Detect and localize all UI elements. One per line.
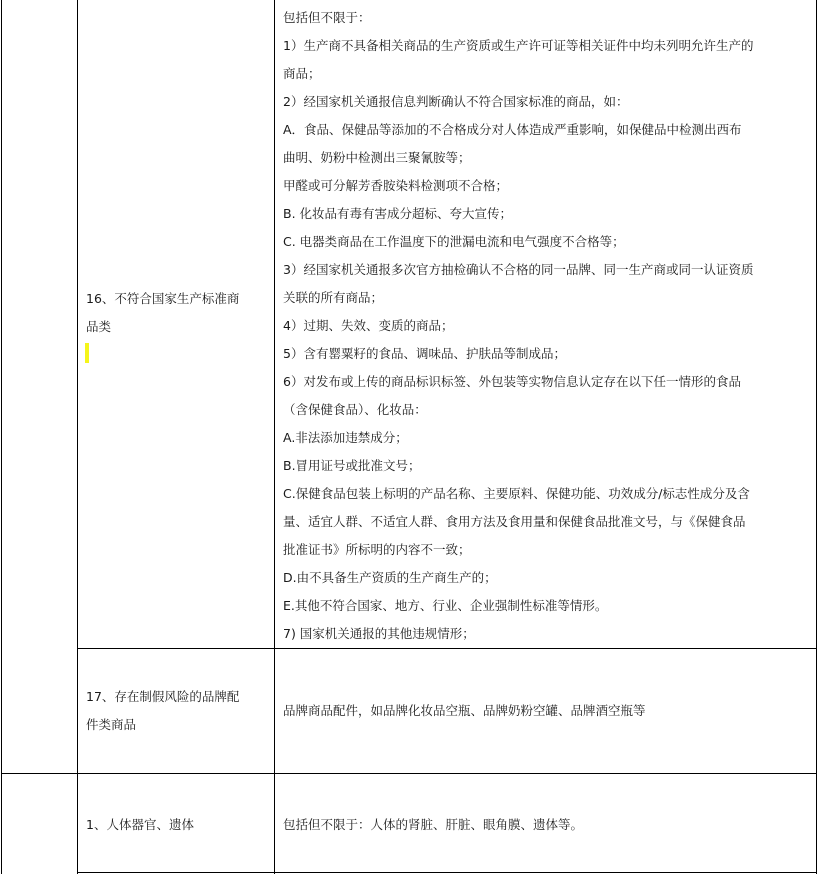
category-cell xyxy=(86,285,266,341)
detail-line: E.其他不符合国家、地方、行业、企业强制性标准等情形。 xyxy=(283,598,608,613)
detail-line: 曲明、奶粉中检测出三聚氰胺等； xyxy=(283,150,471,165)
detail-line: 包括但不限于： xyxy=(283,10,371,25)
row-divider-16-17 xyxy=(77,648,817,649)
detail-line: B.冒用证号或批准文号； xyxy=(283,458,421,473)
detail-line: 包括但不限于：人体的肾脏、肝脏、眼角膜、遗体等。 xyxy=(283,817,584,832)
category-cell xyxy=(86,683,266,739)
section-divider xyxy=(1,773,817,774)
detail-line: 2）经国家机关通报信息判断确认不符合国家标准的商品，如： xyxy=(283,94,629,109)
category-line: 件类商品 xyxy=(86,717,137,732)
detail-line: （含保健食品）、化妆品： xyxy=(283,402,427,417)
detail-line: B. 化妆品有毒有害成分超标、夸大宣传； xyxy=(283,206,513,221)
detail-line: 1）生产商不具备相关商品的生产资质或生产许可证等相关证件中均未列明允许生产的 xyxy=(283,38,754,53)
detail-line: 品牌商品配件，如品牌化妆品空瓶、品牌奶粉空罐、品牌酒空瓶等 xyxy=(283,703,646,718)
detail-line: 6）对发布或上传的商品标识标签、外包装等实物信息认定存在以下任一情形的食品 xyxy=(283,374,741,389)
detail-line: 4）过期、失效、变质的商品； xyxy=(283,318,454,333)
table-bottom-border xyxy=(77,872,817,873)
category-line: 品类 xyxy=(86,319,112,334)
detail-line: C.保健食品包装上标明的产品名称、主要原料、保健功能、功效成分/标志性成分及含 xyxy=(283,486,750,501)
detail-line: 5）含有罂粟籽的食品、调味品、护肤品等制成品； xyxy=(283,346,566,361)
detail-line: A.非法添加违禁成分； xyxy=(283,430,408,445)
detail-line: 关联的所有商品； xyxy=(283,290,384,305)
detail-line: 批准证书》所标明的内容不一致； xyxy=(283,542,471,557)
detail-line: D.由不具备生产资质的生产商生产的； xyxy=(283,570,497,585)
category-line: 16、不符合国家生产标准商 xyxy=(86,291,240,306)
table-border-right xyxy=(816,0,817,874)
detail-line: 7) 国家机关通报的其他违规情形； xyxy=(283,626,475,641)
category-line: 17、存在制假风险的品牌配 xyxy=(86,689,240,704)
category-cell xyxy=(86,811,266,839)
details-cell xyxy=(283,697,646,725)
detail-line: 商品； xyxy=(283,66,321,81)
table-divider-col1 xyxy=(77,0,78,874)
category-line: 1、人体器官、遗体 xyxy=(86,817,194,832)
table-border-left xyxy=(1,0,2,874)
detail-line: 甲醛或可分解芳香胺染料检测项不合格； xyxy=(283,178,509,193)
detail-line: A．食品、保健品等添加的不合格成分对人体造成严重影响，如保健品中检测出西布 xyxy=(283,122,742,137)
table-divider-col2 xyxy=(274,0,275,874)
details-cell xyxy=(283,811,583,839)
detail-line: 3）经国家机关通报多次官方抽检确认不合格的同一品牌、同一生产商或同一认证资质 xyxy=(283,262,754,277)
detail-line: C. 电器类商品在工作温度下的泄漏电流和电气强度不合格等； xyxy=(283,234,625,249)
detail-line: 量、适宜人群、不适宜人群、食用方法及食用量和保健食品批准文号，与《保健食品 xyxy=(283,514,746,529)
details-cell xyxy=(283,4,753,648)
text-highlight-mark xyxy=(85,343,89,363)
